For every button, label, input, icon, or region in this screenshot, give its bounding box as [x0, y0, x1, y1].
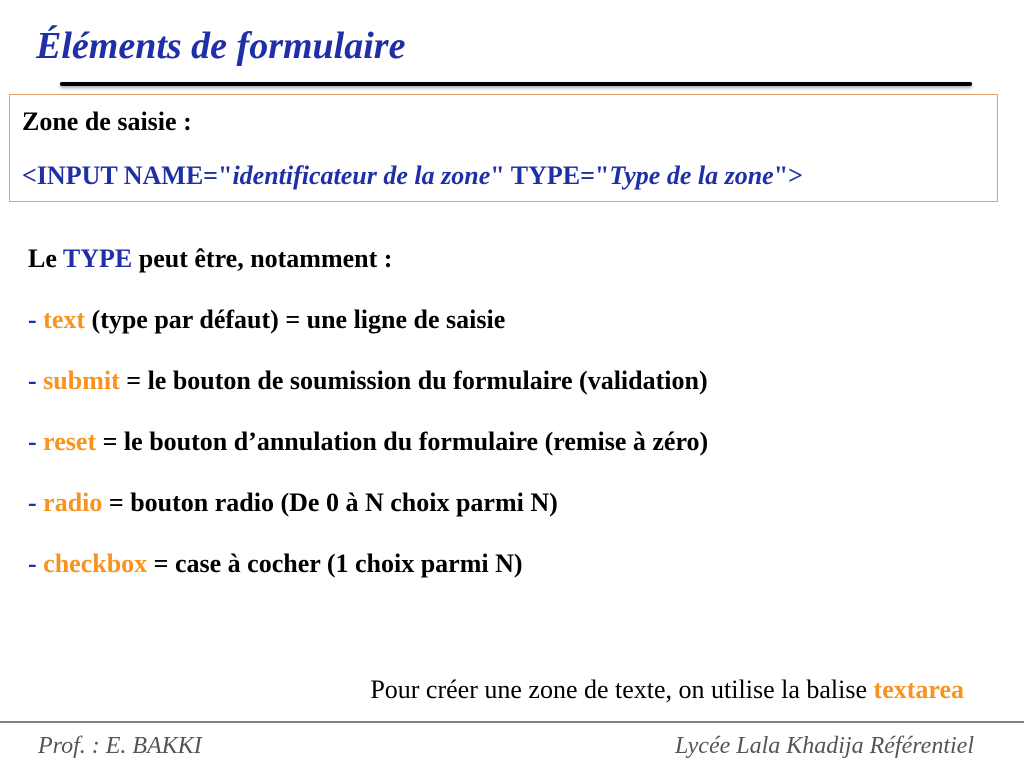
list-dash: -: [28, 427, 44, 456]
list-item: [28, 484, 708, 545]
textarea-keyword: textarea: [873, 675, 964, 704]
code-open: <INPUT NAME=": [22, 161, 233, 190]
slide-title: Éléments de formulaire: [36, 25, 406, 67]
list-keyword: radio: [43, 488, 103, 517]
footer-author: Prof. : E. BAKKI: [38, 733, 202, 759]
list-dash: -: [28, 305, 44, 334]
list-item: [28, 301, 708, 362]
type-intro-suffix: peut être, notamment :: [132, 244, 393, 273]
footer-divider: [0, 721, 1024, 723]
list-description: = le bouton d’annulation du formulaire (remise à zéro): [96, 427, 709, 456]
code-type-value: Type de la zone: [609, 161, 774, 190]
textarea-note-text: Pour créer une zone de texte, on utilise la balise: [370, 675, 874, 704]
list-dash: -: [28, 488, 44, 517]
type-intro-prefix: Le: [28, 244, 63, 273]
type-keyword: TYPE: [62, 244, 133, 273]
code-close: ">: [773, 161, 803, 190]
list-keyword: submit: [43, 366, 120, 395]
type-list: [28, 240, 708, 606]
list-description: (type par défaut) = une ligne de saisie: [85, 305, 506, 334]
list-item: [28, 545, 708, 606]
input-tag-syntax: [22, 161, 803, 191]
list-description: = le bouton de soumission du formulaire (validation): [119, 366, 708, 395]
list-description: = bouton radio (De 0 à N choix parmi N): [102, 488, 558, 517]
list-dash: -: [28, 366, 44, 395]
type-intro: [28, 240, 708, 301]
code-name-value: identificateur de la zone: [232, 161, 491, 190]
zone-heading: Zone de saisie :: [22, 107, 192, 136]
list-item: [28, 362, 708, 423]
code-mid: " TYPE=": [490, 161, 610, 190]
input-syntax-box: [9, 94, 998, 202]
textarea-note: [370, 675, 964, 705]
list-keyword: text: [43, 305, 86, 334]
list-item: [28, 423, 708, 484]
list-dash: -: [28, 549, 44, 578]
footer-school: Lycée Lala Khadija Référentiel: [675, 733, 974, 759]
list-keyword: checkbox: [43, 549, 148, 578]
title-underline: [60, 82, 972, 86]
list-description: = case à cocher (1 choix parmi N): [147, 549, 523, 578]
list-keyword: reset: [43, 427, 97, 456]
